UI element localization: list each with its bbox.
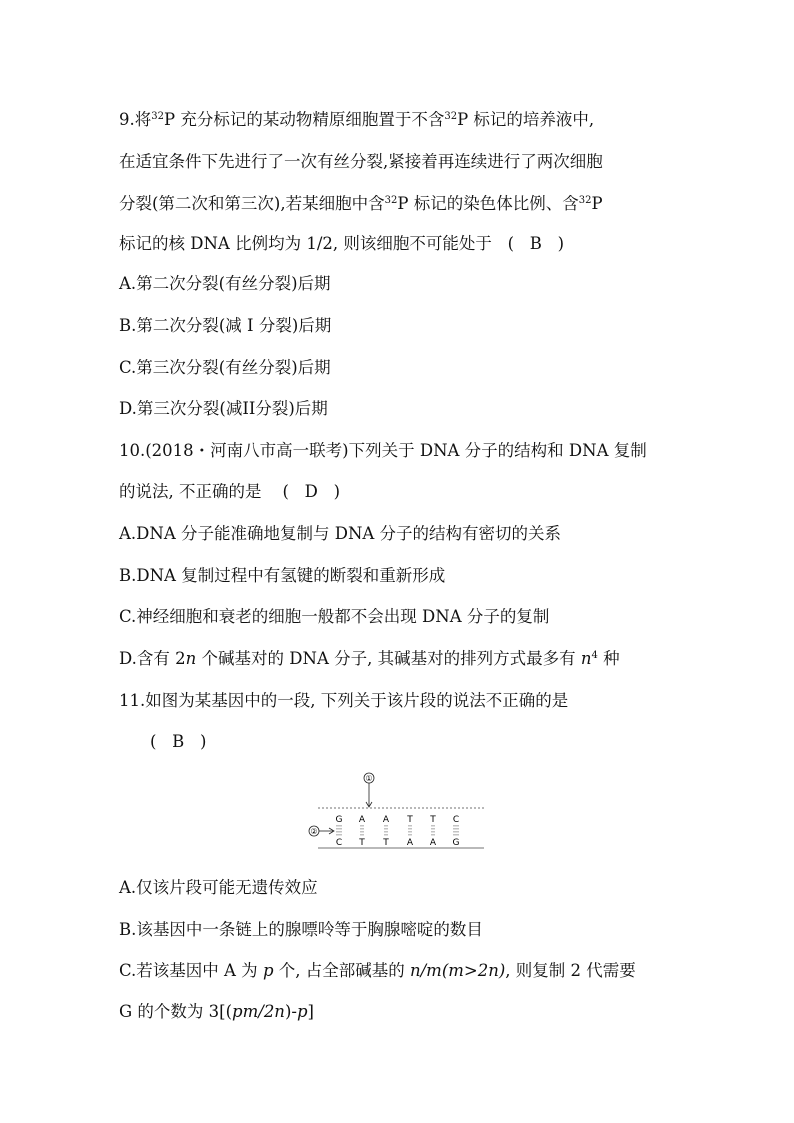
q11-line-1: 11.如图为某基因中的一段, 下列关于该片段的说法不正确的是	[119, 691, 569, 710]
q10-line-2: 的说法, 不正确的是 ( D )	[119, 482, 341, 501]
top-base-6: C	[452, 815, 460, 825]
q9-option-b: B.第二次分裂(减 I 分裂)后期	[119, 316, 332, 335]
q9-line-2: 在适宜条件下先进行了一次有丝分裂,紧接着再连续进行了两次细胞	[119, 152, 603, 171]
label-1: ①	[365, 774, 373, 783]
top-base-1: G	[335, 815, 343, 825]
hydrogen-bonds	[337, 825, 458, 836]
q9-option-a: A.第二次分裂(有丝分裂)后期	[119, 274, 331, 293]
q10-option-b: B.DNA 复制过程中有氢键的断裂和重新形成	[119, 566, 446, 585]
q9-option-c: C.第三次分裂(有丝分裂)后期	[119, 358, 331, 377]
q9-line-1: 9.将$^{32}$P 充分标记的某动物精原细胞置于不含$^{32}$P 标记的培养液中,	[119, 110, 595, 129]
q9-line-4: 标记的核 DNA 比例均为 1/2, 则该细胞不可能处于 ( B )	[119, 234, 565, 253]
bottom-base-6: G	[452, 838, 460, 848]
q9-line-3: 分裂(第二次和第三次),若某细胞中含$^{32}$P 标记的染色体比例、含$^{32}$P	[119, 194, 603, 213]
q10-option-c: C.神经细胞和衰老的细胞一般都不会出现 DNA 分子的复制	[119, 607, 550, 626]
top-base-3: A	[382, 815, 390, 825]
dna-diagram	[306, 770, 491, 858]
top-base-2: A	[358, 815, 366, 825]
q10-option-a: A.DNA 分子能准确地复制与 DNA 分子的结构有密切的关系	[119, 524, 562, 543]
q10-line-1: 10.(2018・河南八市高一联考)下列关于 DNA 分子的结构和 DNA 复制	[119, 441, 647, 460]
q11-option-c-cont: G 的个数为 3[(pm/2n)-p]	[119, 1002, 314, 1021]
bottom-base-1: C	[335, 838, 343, 848]
q11-option-c: C.若该基因中 A 为 p 个, 占全部碱基的 n/m(m>2n), 则复制 2 代需要	[119, 961, 636, 980]
bottom-base-5: A	[429, 838, 437, 848]
q9-option-d: D.第三次分裂(减II分裂)后期	[119, 399, 328, 418]
q10-option-d: D.含有 2n 个碱基对的 DNA 分子, 其碱基对的排列方式最多有 $n^4$ 种	[119, 649, 620, 668]
q11-option-b: B.该基因中一条链上的腺嘌呤等于胸腺嘧啶的数目	[119, 920, 483, 939]
label-2: ②	[310, 827, 318, 836]
q11-line-2: ( B )	[150, 732, 207, 751]
top-base-4: T	[407, 815, 413, 825]
bottom-base-4: A	[406, 838, 414, 848]
q11-option-a: A.仅该片段可能无遗传效应	[119, 878, 318, 897]
bottom-base-2: T	[359, 838, 365, 848]
bottom-base-3: T	[383, 838, 389, 848]
top-strand-bases	[336, 815, 460, 825]
bottom-strand-bases	[336, 838, 460, 848]
top-base-5: T	[430, 815, 436, 825]
dna-segment-figure	[306, 770, 491, 858]
